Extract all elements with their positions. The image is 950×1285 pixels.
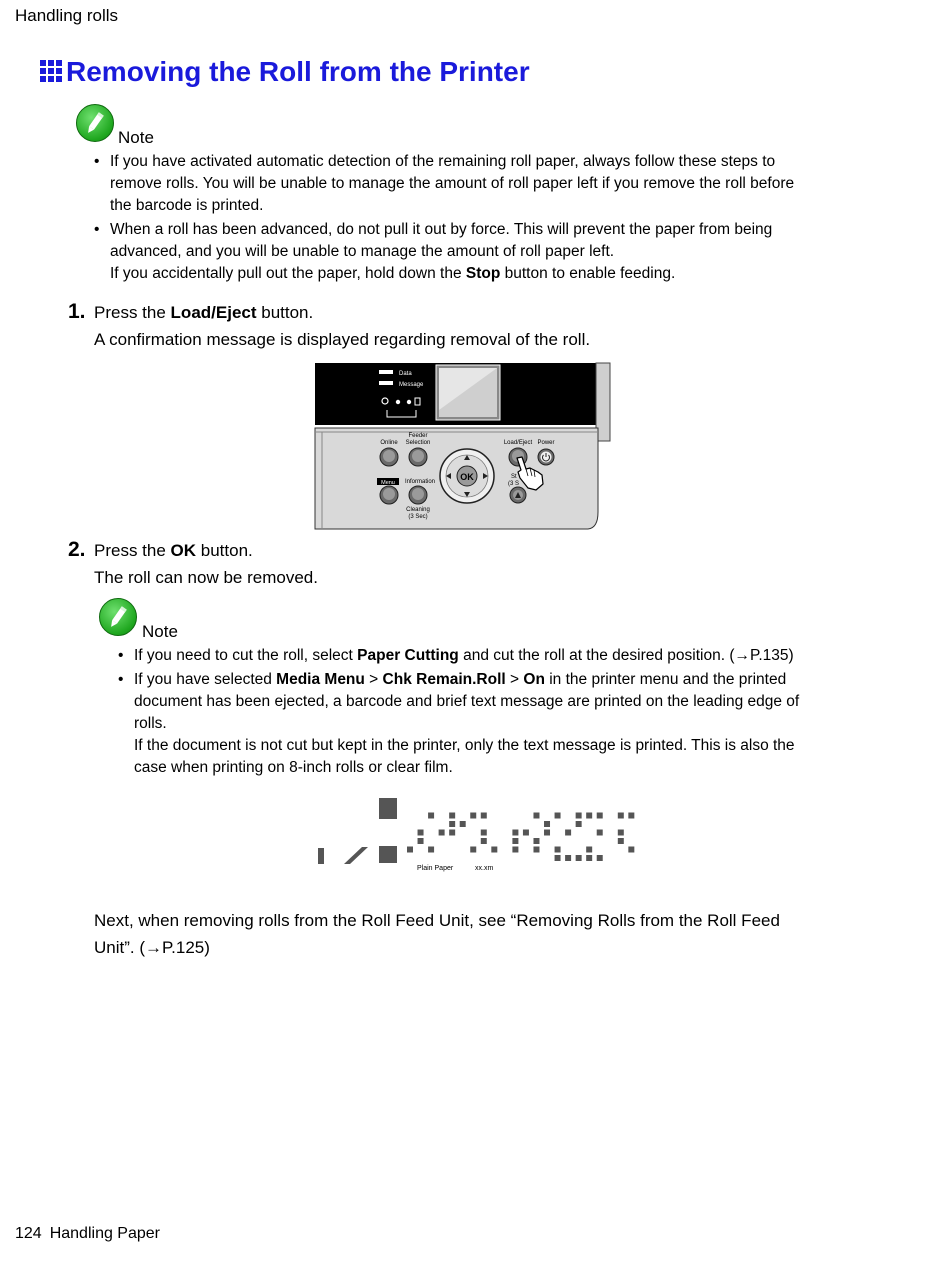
barcode-dot [460, 821, 466, 827]
note1-label: Note [118, 128, 154, 147]
information-button[interactable] [409, 486, 427, 504]
note2-item-2: • If you have selected Media Menu > Chk Remain.Roll > On in the printer menu and the printed document has been ejected, a barcode and brief text message are printed on the leading edge of rolls. If the document is not cut but kept in the printer, only the text message is printed. This is also the case when printing on 8-inch rolls or clear film. [118, 669, 818, 779]
note2-item-1: • If you need to cut the roll, select Paper Cutting and cut the roll at the desired position. (→P.135) [118, 645, 818, 667]
barcode-dot [449, 813, 455, 819]
barcode-dot [565, 830, 571, 836]
menu-label: Menu [381, 480, 395, 486]
stop-button[interactable] [510, 487, 526, 503]
barcode-length-label: xx.xm [475, 865, 494, 872]
barcode-media-label: Plain Paper [417, 865, 454, 872]
stop-label-2: (3 S [508, 481, 520, 487]
feeder-label-1: Feeder [408, 433, 428, 439]
footer-section: Handling Paper [49, 1225, 160, 1242]
step2-instruction: Press the OK button. [94, 541, 253, 560]
step2-number: 2. [68, 538, 86, 561]
section-grid-icon [40, 60, 62, 82]
note-pencil-icon [76, 104, 114, 142]
note-pencil-icon [99, 598, 137, 636]
barcode-dot [618, 838, 624, 844]
barcode-dot [576, 821, 582, 827]
page-footer [15, 1225, 160, 1243]
feeder-selection-button[interactable] [409, 448, 427, 466]
barcode-dot [597, 813, 603, 819]
cleaning-label-1: Cleaning [406, 507, 430, 513]
barcode-dot [481, 813, 487, 819]
cleaning-label-2: (3 Sec) [408, 514, 428, 520]
barcode-print-sample [312, 794, 657, 876]
barcode-dot [523, 830, 529, 836]
barcode-dot [576, 855, 582, 861]
online-button[interactable] [380, 448, 398, 466]
barcode-dot [576, 813, 582, 819]
barcode-dot [565, 855, 571, 861]
note1-icon-wrap [76, 104, 114, 142]
step1-result: A confirmation message is displayed regarding removal of the roll. [94, 330, 591, 349]
menu-button[interactable] [380, 486, 398, 504]
barcode-dot [618, 813, 624, 819]
barcode-dot [555, 847, 561, 853]
indicator-message-label: Message [399, 382, 424, 388]
barcode-dot [586, 847, 592, 853]
power-button[interactable] [538, 449, 554, 465]
barcode-dot [491, 847, 497, 853]
indicator-data-label: Data [399, 371, 412, 377]
note2-icon-wrap [99, 598, 137, 636]
section-title-text: Removing the Roll from the Printer [66, 56, 530, 87]
barcode-dot [628, 847, 634, 853]
barcode-dot [418, 830, 424, 836]
power-label: Power [537, 440, 555, 446]
barcode-dot [449, 830, 455, 836]
barcode-dot [470, 847, 476, 853]
barcode-dot [439, 830, 445, 836]
note2-list [118, 645, 818, 779]
step2-result: The roll can now be removed. [94, 568, 318, 587]
section-title [40, 56, 530, 88]
barcode-dot [586, 813, 592, 819]
page-number: 124 [15, 1225, 42, 1242]
barcode-dot [418, 838, 424, 844]
barcode-dot [586, 855, 592, 861]
ok-label: OK [460, 472, 474, 482]
barcode-dot [449, 821, 455, 827]
note2-label: Note [142, 622, 178, 641]
barcode-dot [407, 847, 413, 853]
barcode-dot [428, 847, 434, 853]
information-label: Information [404, 479, 436, 485]
barcode-dot [597, 855, 603, 861]
barcode-dot [533, 813, 539, 819]
barcode-dot [533, 838, 539, 844]
barcode-dot [481, 830, 487, 836]
barcode-dot [512, 838, 518, 844]
note1-item-2: • When a roll has been advanced, do not pull it out by force. This will prevent the paper from being advanced, and you will be unable to manage the amount of roll paper left. If you accidentally pull out the paper, hold down the Stop button to enable feeding. [94, 219, 819, 285]
barcode-dot [470, 813, 476, 819]
barcode-dot [428, 813, 434, 819]
online-label: Online [380, 440, 398, 446]
barcode-dot [533, 847, 539, 853]
note1-list [94, 151, 819, 285]
barcode-pattern [407, 813, 634, 862]
barcode-dot [618, 830, 624, 836]
step1-number: 1. [68, 300, 86, 323]
barcode-dot [555, 855, 561, 861]
running-head: Handling rolls [15, 6, 118, 25]
step1-instruction: Press the Load/Eject button. [94, 303, 314, 322]
barcode-dot [512, 847, 518, 853]
closing-paragraph: Next, when removing rolls from the Roll Feed Unit, see “Removing Rolls from the Roll Feed Unit”. (→P.125) [94, 911, 780, 957]
feeder-label-2: Selection [405, 440, 431, 446]
barcode-dot [628, 813, 634, 819]
barcode-dot [481, 838, 487, 844]
barcode-dot [555, 813, 561, 819]
barcode-dot [597, 830, 603, 836]
barcode-dot [544, 821, 550, 827]
control-panel-illustration [312, 362, 614, 532]
stop-label-1: St [511, 474, 517, 480]
load-eject-label: Load/Eject [503, 440, 533, 446]
ok-button[interactable] [457, 466, 477, 486]
note1-item-1: • If you have activated automatic detection of the remaining roll paper, always follow these steps to remove rolls. You will be unable to manage the amount of roll paper left if you remove the roll before the barcode is printed. [94, 151, 819, 217]
barcode-dot [544, 830, 550, 836]
barcode-dot [512, 830, 518, 836]
